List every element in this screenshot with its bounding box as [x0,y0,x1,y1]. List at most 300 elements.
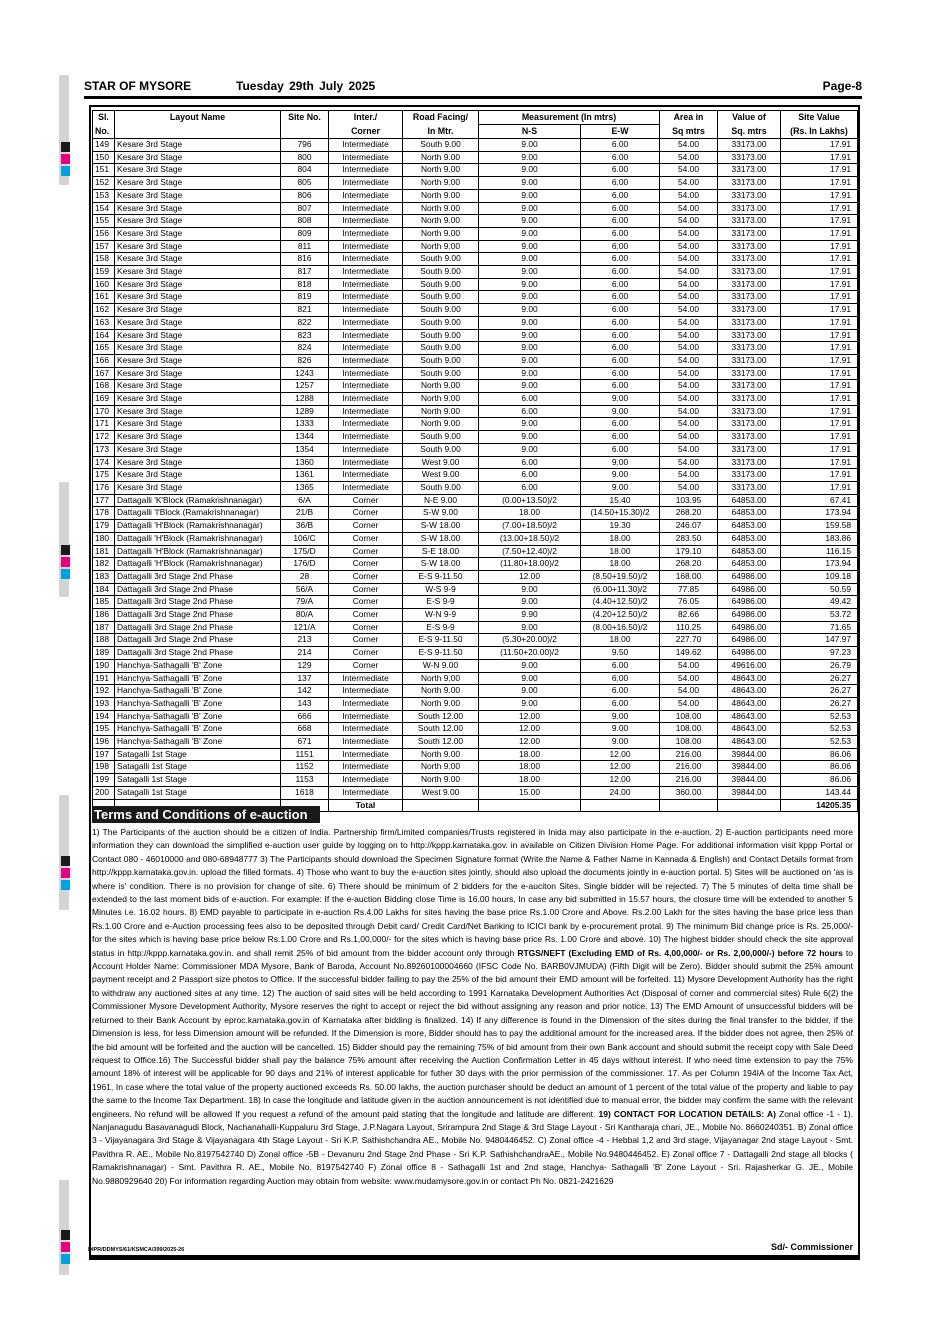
cell-value-sqm: 64986.00 [718,583,781,596]
table-row [93,507,858,520]
cell-road-facing: North 9.00 [403,240,479,253]
cell-inter-corner: Intermediate [329,316,403,329]
table-row [93,253,858,266]
cell-sl-no: 172 [93,431,115,444]
cell-sl-no: 157 [93,240,115,253]
cell-ew: 6.00 [581,151,660,164]
cell-sl-no: 150 [93,151,115,164]
cell-site-value: 53.72 [781,609,858,622]
table-row [93,304,858,317]
col-measurement: Measurement (In mtrs) [479,111,660,125]
margin-strip [59,795,69,910]
cell-site-no: 819 [281,291,329,304]
cell-value-sqm: 33173.00 [718,202,781,215]
cell-sl-no: 152 [93,177,115,190]
cell-area: 54.00 [660,672,718,685]
cell-area: 216.00 [660,774,718,787]
cell-area: 54.00 [660,456,718,469]
cell-ew: 6.00 [581,367,660,380]
cell-inter-corner: Intermediate [329,431,403,444]
table-row [93,405,858,418]
cell-site-no: 805 [281,177,329,190]
table-row [93,354,858,367]
cell-layout-name: Kesare 3rd Stage [115,367,281,380]
table-row [93,469,858,482]
cell-layout-name: Hanchya-Sathagalli 'B' Zone [115,697,281,710]
table-row [93,736,858,749]
cell-road-facing: E-S 9-11.50 [403,647,479,660]
cell-site-value: 17.91 [781,469,858,482]
cell-value-sqm: 64853.00 [718,558,781,571]
col-value: Value of [718,111,781,125]
cell-ns: 9.00 [479,621,581,634]
cell-site-value: 67.41 [781,494,858,507]
cell-site-value: 147.97 [781,634,858,647]
cell-ew: 12.00 [581,774,660,787]
cell-sl-no: 153 [93,189,115,202]
cell-area: 54.00 [660,697,718,710]
cell-site-value: 17.91 [781,253,858,266]
cell-site-value: 17.91 [781,151,858,164]
cell-sl-no: 196 [93,736,115,749]
cell-site-value: 52.53 [781,723,858,736]
page-header [84,79,862,95]
cell-area: 54.00 [660,215,718,228]
col-sl: Sl. [93,111,115,125]
cell-area: 54.00 [660,202,718,215]
cell-road-facing: S-W 18.00 [403,558,479,571]
cell-site-value: 17.91 [781,393,858,406]
cell-road-facing: North 9.00 [403,227,479,240]
cell-ns: 9.00 [479,151,581,164]
cell-road-facing: North 9.00 [403,177,479,190]
table-row [93,570,858,583]
table-row [93,443,858,456]
col-road-facing: Road Facing/ [403,111,479,125]
cell-layout-name: Kesare 3rd Stage [115,354,281,367]
cell-site-no: 176/D [281,558,329,571]
cell-sl-no: 185 [93,596,115,609]
table-row [93,761,858,774]
col-sl-sub: No. [93,125,115,139]
cell-site-value: 26.79 [781,659,858,672]
table-row [93,342,858,355]
cell-layout-name: Kesare 3rd Stage [115,189,281,202]
table-row [93,139,858,152]
cell-road-facing: South 12.00 [403,710,479,723]
cell-road-facing: E-S 9-11.50 [403,570,479,583]
cell-sl-no: 171 [93,418,115,431]
cell-area: 54.00 [660,304,718,317]
cell-ew: 6.00 [581,291,660,304]
cell-site-value: 17.91 [781,266,858,279]
cell-site-value: 52.53 [781,710,858,723]
cell-ns: (7.00+18.50)/2 [479,520,581,533]
cell-ew: 9.00 [581,736,660,749]
cell-value-sqm: 33173.00 [718,367,781,380]
cell-value-sqm: 64853.00 [718,494,781,507]
cell-sl-no: 177 [93,494,115,507]
cell-site-value: 17.91 [781,189,858,202]
cell-inter-corner: Intermediate [329,685,403,698]
cell-road-facing: South 9.00 [403,329,479,342]
cell-value-sqm: 64986.00 [718,647,781,660]
cell-road-facing: South 9.00 [403,316,479,329]
col-area-sub: Sq mtrs [660,125,718,139]
cell-ns: 18.00 [479,761,581,774]
cell-site-no: 56/A [281,583,329,596]
cell-site-no: 1618 [281,786,329,799]
cell-ew: 9.00 [581,710,660,723]
cell-inter-corner: Intermediate [329,329,403,342]
cell-area: 179.10 [660,545,718,558]
cell-site-no: 806 [281,189,329,202]
cell-inter-corner: Corner [329,647,403,660]
cell-inter-corner: Intermediate [329,710,403,723]
cell-ns: 9.00 [479,266,581,279]
terms-rtgs: RTGS/NEFT (Excluding EMD of Rs. 4,00,000/- or Rs. 2,00,000/-) before 72 hours [517,947,843,958]
cell-sl-no: 189 [93,647,115,660]
cell-area: 268.20 [660,558,718,571]
table-row [93,266,858,279]
cell-site-no: 796 [281,139,329,152]
cell-road-facing: South 12.00 [403,736,479,749]
cell-road-facing: South 9.00 [403,278,479,291]
cell-site-no: 821 [281,304,329,317]
cell-site-value: 17.91 [781,316,858,329]
cell-site-no: 1153 [281,774,329,787]
cell-area: 54.00 [660,164,718,177]
cell-site-no: 80/A [281,609,329,622]
cell-ns: 9.00 [479,253,581,266]
cell-area: 54.00 [660,139,718,152]
cell-area: 268.20 [660,507,718,520]
cell-layout-name: Kesare 3rd Stage [115,202,281,215]
table-header-row [93,125,858,139]
table-row [93,316,858,329]
cell-ew: 18.00 [581,532,660,545]
cell-ns: 9.00 [479,164,581,177]
cell-sl-no: 160 [93,278,115,291]
cell-ew: 18.00 [581,545,660,558]
cell-road-facing: W-N 9-9 [403,609,479,622]
cell-value-sqm: 39844.00 [718,748,781,761]
col-site-value: Site Value [781,111,858,125]
total-label: Total [329,799,403,812]
cell-sl-no: 166 [93,354,115,367]
cell-ew: 24.00 [581,786,660,799]
cell-inter-corner: Intermediate [329,342,403,355]
cell-inter-corner: Intermediate [329,253,403,266]
cell-site-value: 17.91 [781,443,858,456]
cell-inter-corner: Intermediate [329,177,403,190]
cell-sl-no: 175 [93,469,115,482]
cell-road-facing: South 12.00 [403,723,479,736]
cell-ns: 9.90 [479,609,581,622]
cell-inter-corner: Corner [329,634,403,647]
cell-value-sqm: 33173.00 [718,215,781,228]
cell-ew: 6.00 [581,227,660,240]
cell-layout-name: Kesare 3rd Stage [115,164,281,177]
cell-ew: 6.00 [581,329,660,342]
cell-site-no: 1365 [281,481,329,494]
cell-inter-corner: Intermediate [329,227,403,240]
cell-layout-name: Dattagalli 'H'Block (Ramakrishnanagar) [115,545,281,558]
cell-layout-name: Dattagalli 3rd Stage 2nd Phase [115,647,281,660]
cell-sl-no: 193 [93,697,115,710]
cell-layout-name: Kesare 3rd Stage [115,342,281,355]
cell-sl-no: 162 [93,304,115,317]
cell-inter-corner: Corner [329,621,403,634]
cell-value-sqm: 33173.00 [718,393,781,406]
cell-ns: 9.00 [479,342,581,355]
cell-site-no: 671 [281,736,329,749]
cell-ns: (13.00+18.50)/2 [479,532,581,545]
cell-ew: (4.20+12.50)/2 [581,609,660,622]
cell-sl-no: 174 [93,456,115,469]
cell-inter-corner: Corner [329,532,403,545]
cell-area: 54.00 [660,342,718,355]
cell-area: 54.00 [660,354,718,367]
col-ns: N-S [479,125,581,139]
cell-value-sqm: 48643.00 [718,685,781,698]
table-row [93,697,858,710]
cell-site-value: 17.91 [781,215,858,228]
cell-site-no: 809 [281,227,329,240]
cell-layout-name: Dattagalli 'H'Block (Ramakrishnanagar) [115,558,281,571]
terms-heading: Terms and Conditions of e-auction [92,806,320,823]
cell-area: 54.00 [660,266,718,279]
table-row [93,329,858,342]
cell-road-facing: North 9.00 [403,202,479,215]
cell-layout-name: Satagalli 1st Stage [115,748,281,761]
cell-layout-name: Hanchya-Sathagalli 'B' Zone [115,736,281,749]
cell-inter-corner: Corner [329,507,403,520]
cell-layout-name: Kesare 3rd Stage [115,456,281,469]
cell-ns: 12.00 [479,570,581,583]
table-row [93,647,858,660]
table-row [93,393,858,406]
cell-ew: 9.00 [581,723,660,736]
cell-layout-name: Kesare 3rd Stage [115,253,281,266]
cell-road-facing: E-S 9-11.50 [403,634,479,647]
cell-layout-name: Satagalli 1st Stage [115,786,281,799]
cell-road-facing: North 9.00 [403,697,479,710]
cell-road-facing: W-N 9.00 [403,659,479,672]
cell-sl-no: 194 [93,710,115,723]
cell-road-facing: South 9.00 [403,342,479,355]
cell-inter-corner: Corner [329,520,403,533]
table-row [93,672,858,685]
cell-layout-name: Dattagalli 'H'Block (Ramakrishnanagar) [115,532,281,545]
cell-sl-no: 154 [93,202,115,215]
cell-ew: (4.40+12.50)/2 [581,596,660,609]
cell-ew: 19.30 [581,520,660,533]
cell-site-no: 213 [281,634,329,647]
cell-ew: 6.00 [581,253,660,266]
cell-ns: 9.00 [479,697,581,710]
cell-site-no: 1344 [281,431,329,444]
cell-sl-no: 183 [93,570,115,583]
cell-value-sqm: 49616.00 [718,659,781,672]
cell-site-value: 50.59 [781,583,858,596]
cell-sl-no: 197 [93,748,115,761]
cell-area: 227.70 [660,634,718,647]
cell-road-facing: North 9.00 [403,164,479,177]
cell-ns: 12.00 [479,736,581,749]
cell-area: 54.00 [660,469,718,482]
cell-layout-name: Hanchya-Sathagalli 'B' Zone [115,659,281,672]
cell-area: 103.95 [660,494,718,507]
cell-inter-corner: Corner [329,494,403,507]
cell-ew: 6.00 [581,266,660,279]
cell-sl-no: 165 [93,342,115,355]
cell-area: 54.00 [660,177,718,190]
cell-value-sqm: 33173.00 [718,431,781,444]
cell-site-value: 86.06 [781,748,858,761]
cell-value-sqm: 33173.00 [718,266,781,279]
cell-value-sqm: 39844.00 [718,774,781,787]
cell-ns: 12.00 [479,723,581,736]
cell-layout-name: Dattagalli 3rd Stage 2nd Phase [115,621,281,634]
cell-site-no: 1333 [281,418,329,431]
cell-inter-corner: Intermediate [329,786,403,799]
cell-ns: 9.00 [479,278,581,291]
cell-value-sqm: 33173.00 [718,177,781,190]
cell-layout-name: Dattagalli 3rd Stage 2nd Phase [115,596,281,609]
cell-site-no: 1151 [281,748,329,761]
cell-site-value: 49.42 [781,596,858,609]
cell-site-value: 17.91 [781,456,858,469]
cell-site-value: 116.15 [781,545,858,558]
cell-ew: 6.00 [581,139,660,152]
cell-site-no: 214 [281,647,329,660]
table-row [93,227,858,240]
cell-area: 283.50 [660,532,718,545]
cell-road-facing: North 9.00 [403,672,479,685]
cell-value-sqm: 33173.00 [718,481,781,494]
cell-area: 54.00 [660,443,718,456]
cell-value-sqm: 33173.00 [718,278,781,291]
col-inter-corner: Inter./ [329,111,403,125]
table-row [93,621,858,634]
cell-layout-name: Kesare 3rd Stage [115,418,281,431]
cell-sl-no: 192 [93,685,115,698]
cell-ew: (14.50+15.30)/2 [581,507,660,520]
table-row [93,481,858,494]
cell-road-facing: South 9.00 [403,481,479,494]
cell-road-facing: North 9.00 [403,215,479,228]
cell-area: 216.00 [660,761,718,774]
cell-ew: 6.00 [581,304,660,317]
cell-road-facing: West 9.00 [403,456,479,469]
cell-layout-name: Kesare 3rd Stage [115,380,281,393]
cell-ew: 9.00 [581,481,660,494]
cell-value-sqm: 33173.00 [718,151,781,164]
cell-inter-corner: Intermediate [329,418,403,431]
col-inter-sub: Corner [329,125,403,139]
cell-site-value: 17.91 [781,418,858,431]
cell-layout-name: Dattagalli 'H'Block (Ramakrishnanagar) [115,520,281,533]
cell-value-sqm: 64986.00 [718,596,781,609]
cell-ns: 12.00 [479,710,581,723]
cell-sl-no: 161 [93,291,115,304]
cell-site-no: 1360 [281,456,329,469]
cell-site-value: 26.27 [781,672,858,685]
table-row [93,380,858,393]
cell-ns: 9.00 [479,291,581,304]
col-site-no: Site No. [281,111,329,125]
cell-layout-name: Kesare 3rd Stage [115,329,281,342]
cell-layout-name: Satagalli 1st Stage [115,774,281,787]
table-row [93,202,858,215]
cell-area: 54.00 [660,151,718,164]
cell-site-value: 17.91 [781,329,858,342]
cell-value-sqm: 33173.00 [718,291,781,304]
cell-area: 54.00 [660,253,718,266]
cell-ew: 18.00 [581,634,660,647]
cell-value-sqm: 39844.00 [718,786,781,799]
cell-ew: 6.00 [581,177,660,190]
cell-value-sqm: 33173.00 [718,329,781,342]
cell-site-no: 817 [281,266,329,279]
cell-sl-no: 156 [93,227,115,240]
cell-sl-no: 195 [93,723,115,736]
cell-layout-name: Kesare 3rd Stage [115,291,281,304]
cell-road-facing: North 9.00 [403,418,479,431]
terms-contact: 19) CONTACT FOR LOCATION DETAILS: A) [598,1108,776,1119]
table-row [93,634,858,647]
cell-inter-corner: Intermediate [329,697,403,710]
cell-inter-corner: Intermediate [329,151,403,164]
cell-ew: 6.00 [581,431,660,444]
cell-inter-corner: Corner [329,570,403,583]
cell-area: 54.00 [660,291,718,304]
cell-sl-no: 191 [93,672,115,685]
table-row [93,177,858,190]
cell-layout-name: Dattagalli 3rd Stage 2nd Phase [115,634,281,647]
cell-road-facing: South 9.00 [403,139,479,152]
cell-site-no: 824 [281,342,329,355]
cell-area: 108.00 [660,736,718,749]
cell-layout-name: Kesare 3rd Stage [115,177,281,190]
cell-value-sqm: 64986.00 [718,634,781,647]
col-value-sub: Sq. mtrs [718,125,781,139]
cell-area: 54.00 [660,329,718,342]
cell-sl-no: 178 [93,507,115,520]
cell-layout-name: Dattagalli 3rd Stage 2nd Phase [115,583,281,596]
cell-ew: 9.00 [581,469,660,482]
cell-site-no: 129 [281,659,329,672]
table-row [93,418,858,431]
cell-ns: 9.00 [479,354,581,367]
cell-sl-no: 190 [93,659,115,672]
table-row [93,215,858,228]
cell-site-value: 17.91 [781,380,858,393]
cell-inter-corner: Corner [329,596,403,609]
cell-ns: (11.50+20.00)/2 [479,647,581,660]
cell-site-no: 808 [281,215,329,228]
cell-inter-corner: Intermediate [329,240,403,253]
cell-layout-name: Kesare 3rd Stage [115,227,281,240]
cell-layout-name: Kesare 3rd Stage [115,266,281,279]
cell-inter-corner: Intermediate [329,443,403,456]
cell-area: 76.05 [660,596,718,609]
cell-area: 82.66 [660,609,718,622]
col-road-sub: In Mtr. [403,125,479,139]
cell-site-value: 17.91 [781,164,858,177]
cell-site-no: 21/B [281,507,329,520]
